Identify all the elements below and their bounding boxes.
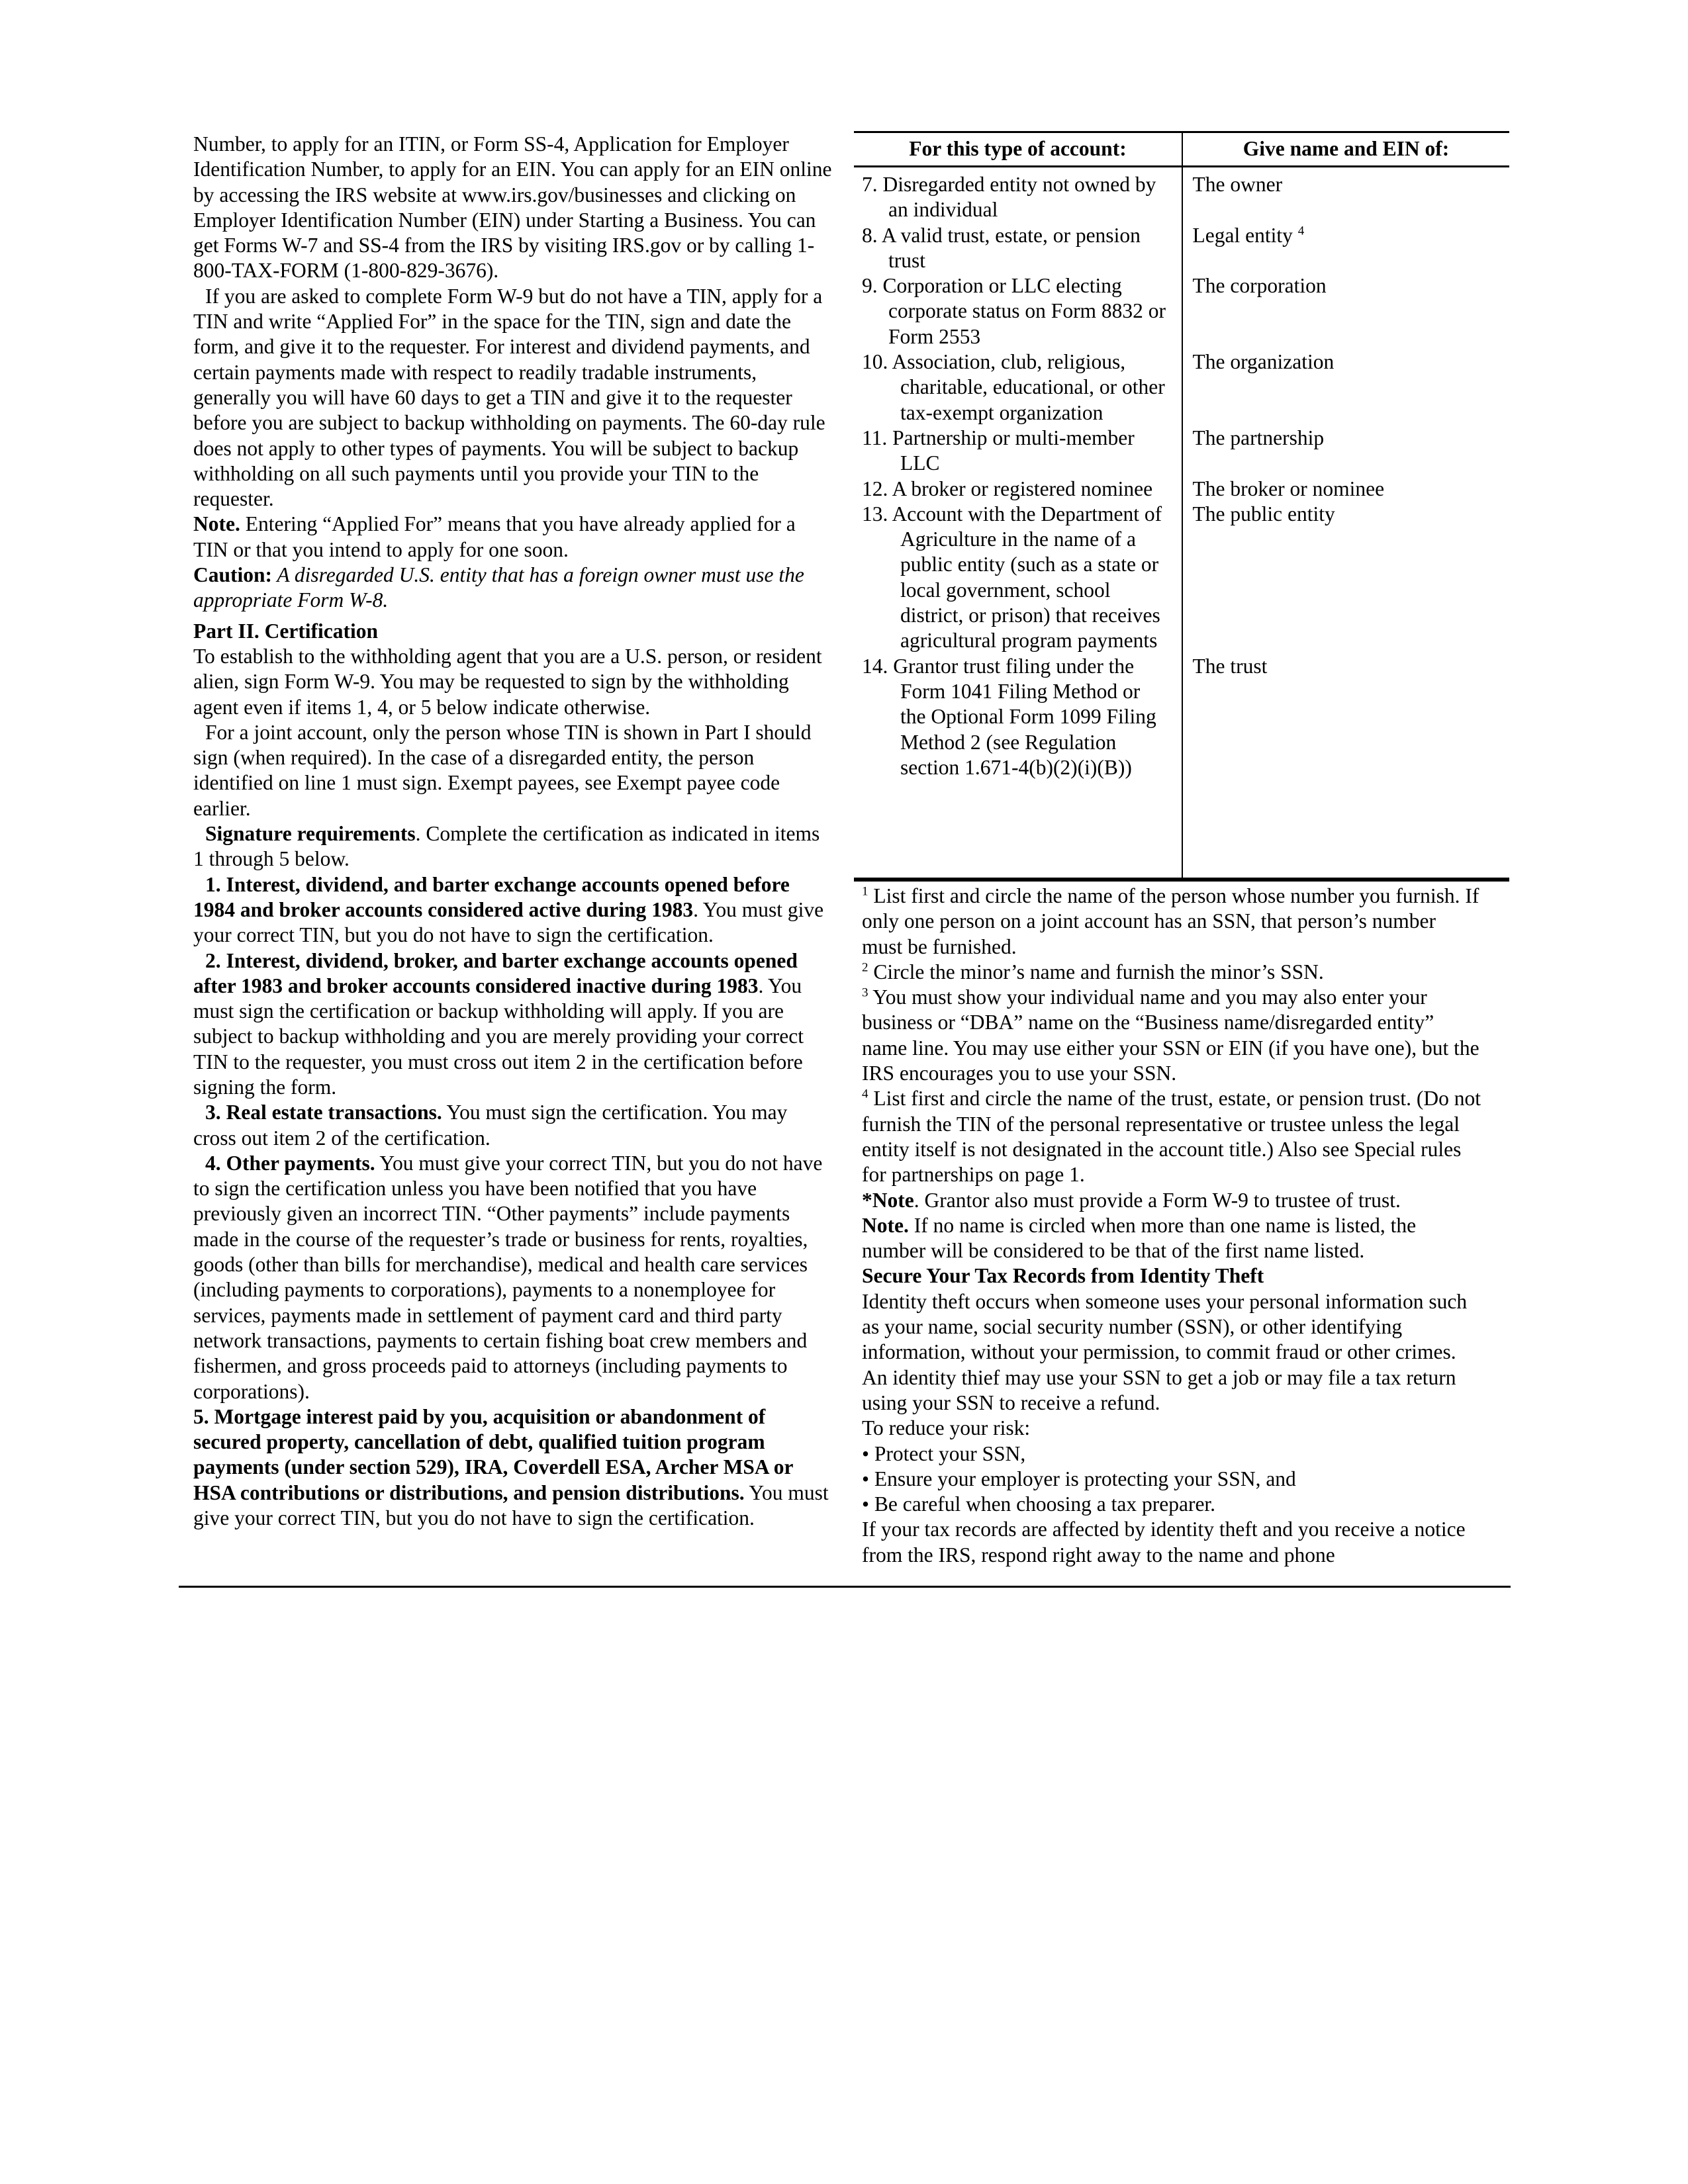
- account-type-cell: 13. Account with the Department of Agriculture in the name of a public entity (such as a state or local government, school district, or prison) that receives agricultural program payments: [862, 502, 1162, 653]
- give-name-cell: [1181, 426, 1509, 477]
- give-name-cell: [1181, 654, 1509, 780]
- grantor-note-text: . Grantor also must provide a Form W-9 to trustee of trust.: [914, 1188, 1401, 1212]
- secure-records-heading: [862, 1263, 1481, 1289]
- cert-item-1-text: . You must give your correct TIN, but you do not have to sign the certification.: [193, 897, 824, 947]
- give-name-cell: [1181, 349, 1509, 426]
- give-name-text: The owner: [1192, 173, 1283, 196]
- cert-item-4: [193, 1151, 834, 1404]
- signature-requirements: [193, 821, 834, 872]
- part2-heading-text: Part II. Certification: [193, 619, 379, 643]
- give-name-cell: [1181, 223, 1509, 274]
- give-name-text: The broker or nominee: [1192, 477, 1385, 500]
- give-name-text: The organization: [1192, 350, 1335, 374]
- table-row: [854, 172, 1509, 223]
- footnote-ref: 4: [1297, 224, 1305, 238]
- signature-label: Signature requirements: [205, 822, 416, 846]
- table-header-give-name: Give name and EIN of:: [1243, 137, 1450, 160]
- account-type-cell: 7. Disregarded entity not owned by an individual: [862, 173, 1156, 222]
- circled-name-note: [862, 1213, 1481, 1264]
- circled-name-note-text: If no name is circled when more than one name is listed, the number will be considered to be that of the first name listed.: [862, 1213, 1417, 1263]
- cert-item-5-text: You must give your correct TIN, but you do not have to sign the certification.: [193, 1480, 829, 1530]
- give-name-text: The partnership: [1192, 426, 1325, 449]
- footnote-2-text: Circle the minor’s name and furnish the minor’s SSN.: [868, 960, 1324, 983]
- footnote-4-text: List first and circle the name of the trust, estate, or pension trust. (Do not furnish the TIN of the personal representative or trustee unless the legal entity itself is not designated in the account title.) Also see Special rules for partnerships on page 1.: [862, 1087, 1481, 1187]
- caution-text: A disregarded U.S. entity that has a foreign owner must use the appropriate Form W-8.: [193, 563, 804, 612]
- give-name-text: The trust: [1192, 654, 1268, 678]
- give-name-text: The corporation: [1192, 274, 1327, 298]
- note-label: Note.: [193, 512, 240, 536]
- give-name-cell: [1181, 502, 1509, 654]
- account-type-cell: 8. A valid trust, estate, or pension trust: [862, 223, 1141, 272]
- tax-records-affected-paragraph: If your tax records are affected by identity theft and you receive a notice from the IRS, respond right away to the name and phone: [862, 1518, 1466, 1567]
- footnote-4: [862, 1086, 1481, 1187]
- give-name-text: Legal entity: [1192, 223, 1293, 247]
- footnote-2-number: 2: [862, 960, 868, 975]
- identity-theft-paragraph: Identity theft occurs when someone uses your personal information such as your name, social security number (SSN), or other identifying information, without your permission, to commit fraud or other crimes. An identity thief may use your SSN to get a job or may file a tax return using your SSN to receive a refund.: [862, 1289, 1468, 1414]
- table-row: [854, 654, 1509, 780]
- note-applied-for: [193, 512, 834, 563]
- give-name-text: The public entity: [1192, 502, 1335, 525]
- part2-paragraph-1: To establish to the withholding agent that you are a U.S. person, or resident alien, sign Form W-9. You may be requested to sign by the withholding agent even if items 1, 4, or 5 below indicate otherwise.: [193, 644, 822, 719]
- part2-paragraph-2: For a joint account, only the person whose TIN is shown in Part I should sign (when required). In the case of a disregarded entity, the person identified on line 1 must sign. Exempt payees, see Exempt payee code earlier.: [193, 720, 812, 820]
- list-item: • Be careful when choosing a tax preparer.: [862, 1492, 1216, 1516]
- account-type-cell: 14. Grantor trust filing under the Form 1041 Filing Method or the Optional Form 1099 Filing Method 2 (see Regulation section 1.671-4(b)(2)(i)(B)): [862, 654, 1156, 779]
- reduce-risk-label: To reduce your risk:: [862, 1416, 1031, 1440]
- cert-item-2-text: . You must sign the certification or backup withholding will apply. If you are subject to backup withholding and you are merely providing your correct TIN to the requester, you must cross out item 2 in the certification before signing the form.: [193, 974, 804, 1099]
- give-name-cell: [1181, 273, 1509, 349]
- account-type-cell: 10. Association, club, religious, charitable, educational, or other tax-exempt organization: [862, 350, 1165, 424]
- right-notes-column: [862, 884, 1481, 1568]
- cert-item-4-text: You must give your correct TIN, but you do not have to sign the certification unless you have been notified that you have previously given an incorrect TIN. “Other payments” include payments made in the course of the requester’s trade or business for rents, royalties, goods (other than bills for merchandise), medical and health care services (including payments to corporations), payments to a nonemployee for services, payments made in settlement of payment card and third party network transactions, payments to certain fishing boat crew members and fishermen, and gross proceeds paid to attorneys (including payments to corporations).: [193, 1151, 823, 1403]
- footnote-3-text: You must show your individual name and you may also enter your business or “DBA” name on the “Business name/disregarded entity” name line. You may use either your SSN or EIN (if you have one), but the IRS encourages you to use your SSN.: [862, 985, 1479, 1085]
- give-name-cell: [1181, 172, 1509, 223]
- cert-item-3: [193, 1100, 834, 1151]
- grantor-note-label: *Note: [862, 1188, 914, 1212]
- cert-item-5: [193, 1404, 834, 1531]
- cert-item-5-heading: 5. Mortgage interest paid by you, acquisition or abandonment of secured property, cancellation of debt, qualified tuition program payments (under section 529), IRA, Coverdell ESA, Archer MSA or HSA contributions or distributions, and pension distributions.: [193, 1404, 793, 1504]
- footnote-3: [862, 985, 1481, 1086]
- left-column: [193, 132, 834, 1531]
- cert-item-1: [193, 872, 834, 948]
- footnote-1-text: List first and circle the name of the person whose number you furnish. If only one person on a joint account has an SSN, that person’s number must be furnished.: [862, 884, 1479, 958]
- part2-heading: [193, 619, 834, 644]
- cert-item-2: [193, 948, 834, 1101]
- cert-item-4-heading: 4. Other payments.: [205, 1151, 375, 1175]
- account-type-cell: 12. A broker or registered nominee: [862, 477, 1153, 500]
- cert-item-3-text: You must sign the certification. You may cross out item 2 of the certification.: [193, 1101, 788, 1150]
- account-type-cell: 9. Corporation or LLC electing corporate status on Form 8832 or Form 2553: [862, 274, 1166, 348]
- footnote-2: [862, 960, 1481, 985]
- table-row: [854, 426, 1509, 477]
- secure-records-heading-text: Secure Your Tax Records from Identity Theft: [862, 1264, 1264, 1288]
- table-body: [854, 172, 1509, 780]
- footnote-4-number: 4: [862, 1087, 868, 1101]
- footnote-1-number: 1: [862, 884, 868, 899]
- table-row: [854, 273, 1509, 349]
- caution-label: Caution:: [193, 563, 273, 587]
- note-text: Entering “Applied For” means that you have already applied for a TIN or that you intend to apply for one soon.: [193, 512, 796, 561]
- give-name-cell: [1181, 477, 1509, 502]
- table-row: [854, 349, 1509, 426]
- circled-name-note-label: Note.: [862, 1213, 909, 1237]
- paragraph-applied-for: If you are asked to complete Form W-9 but do not have a TIN, apply for a TIN and write “Applied For” in the space for the TIN, sign and date the form, and give it to the requester. For interest and dividend payments, and certain payments made with respect to readily tradable instruments, generally you will have 60 days to get a TIN and give it to the requester before you are subject to backup withholding on payments. The 60-day rule does not apply to other types of payments. You will be subject to backup withholding on all such payments until you provide your TIN to the requester.: [193, 284, 825, 511]
- list-item: • Ensure your employer is protecting your SSN, and: [862, 1467, 1296, 1490]
- cert-item-2-heading: 2. Interest, dividend, broker, and barter exchange accounts opened after 1983 and broker accounts considered inactive during 1983: [193, 948, 798, 997]
- table-header-account-type: For this type of account:: [909, 137, 1127, 160]
- table-bottom-rule: [854, 878, 1509, 882]
- list-item: • Protect your SSN,: [862, 1441, 1026, 1465]
- table-row: [854, 477, 1509, 502]
- footnote-3-number: 3: [862, 985, 868, 1000]
- cert-item-1-heading: 1. Interest, dividend, and barter exchange accounts opened before 1984 and broker accounts considered active during 1983: [193, 872, 790, 921]
- table-row: [854, 223, 1509, 274]
- account-type-table: [854, 131, 1509, 879]
- table-row: [854, 502, 1509, 654]
- paragraph-apply-tin: Number, to apply for an ITIN, or Form SS-4, Application for Employer Identification Number, to apply for an EIN. You can apply for an EIN online by accessing the IRS website at www.irs.gov/businesses and clicking on Employer Identification Number (EIN) under Starting a Business. You can get Forms W-7 and SS-4 from the IRS by visiting IRS.gov or by calling 1-800-TAX-FORM (1-800-829-3676).: [193, 132, 832, 283]
- account-type-cell: 11. Partnership or multi-member LLC: [862, 426, 1135, 475]
- footnote-1: [862, 884, 1481, 960]
- grantor-note: [862, 1188, 1481, 1213]
- page-bottom-rule: [179, 1586, 1511, 1588]
- caution-paragraph: [193, 563, 834, 614]
- signature-text: . Complete the certification as indicated in items 1 through 5 below.: [193, 822, 820, 871]
- cert-item-3-heading: 3. Real estate transactions.: [205, 1101, 442, 1124]
